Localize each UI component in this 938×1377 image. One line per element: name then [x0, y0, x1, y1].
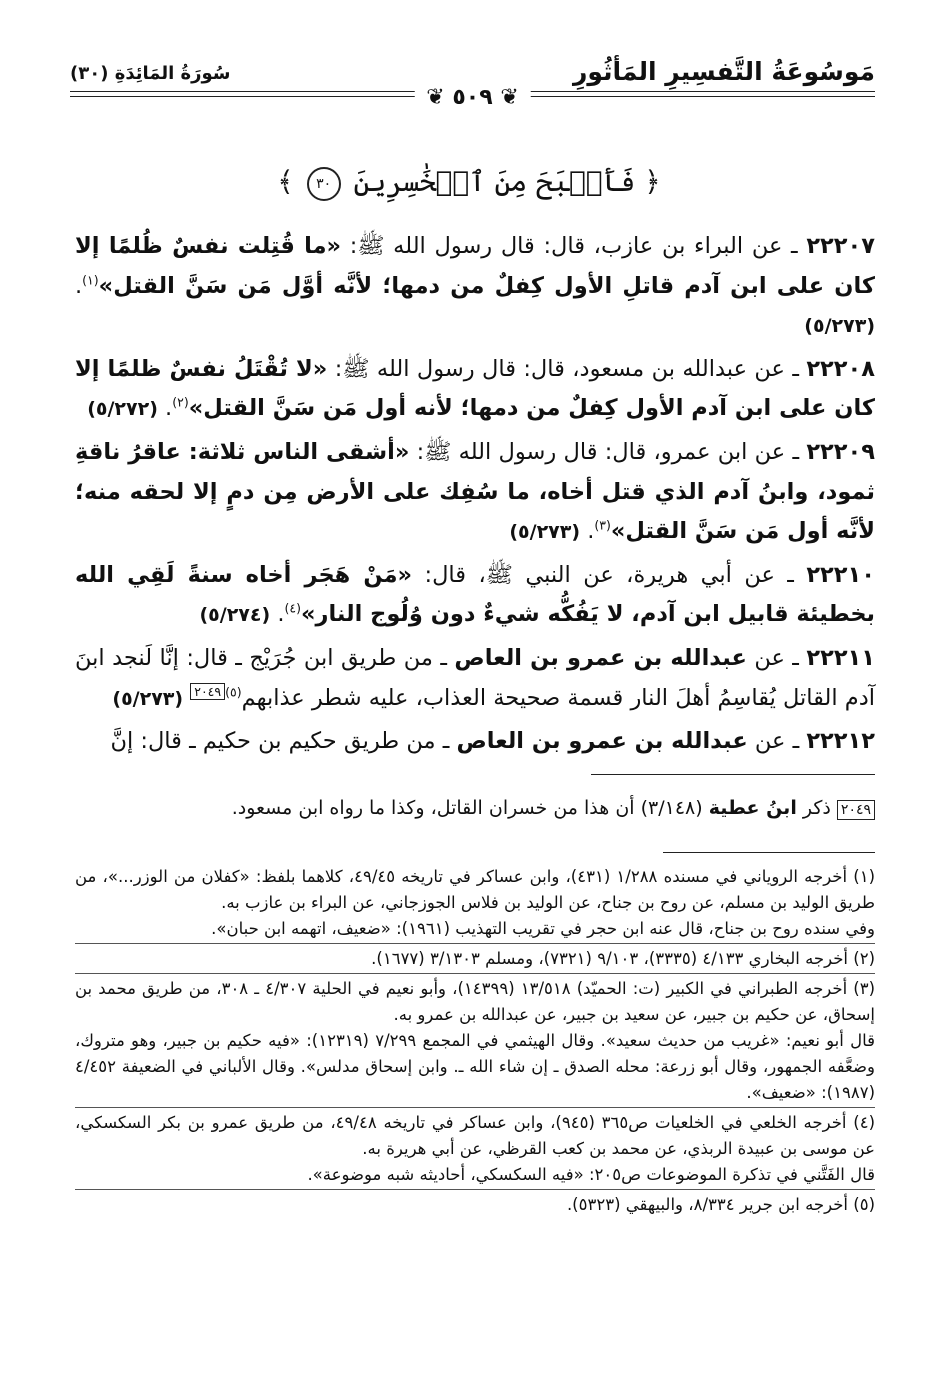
- footnote-marker[interactable]: (٥): [225, 684, 242, 700]
- narration-tail: .: [157, 395, 173, 422]
- ornament-icon: ❦: [492, 85, 519, 110]
- surah-label: سُورَةُ المَائِدَةِ (٣٠): [70, 63, 231, 84]
- footnote: قال أبو نعيم: «غريب من حديث سعيد». وقال الهيثمي في المجمع ٧/٢٩٩ (١٢٣١٩): «فيه حكيم بن جبير، وهو متروك، وضعَّفه الجمهور، وقال أبو زرعة: محله الصدق ـ إن شاء الله ـ. وابن إسحاق مدلس». وقال الألباني في الضعيفة ٤/٤٥٢ (١٩٨٧): «ضعيف».: [75, 1031, 875, 1102]
- narrator-name: عبدالله بن عمرو بن العاص: [456, 728, 748, 755]
- footnote-marker[interactable]: (٢): [172, 394, 189, 410]
- narration-pre: ـ عن: [746, 644, 807, 671]
- verse-number-medallion: ٣٠: [307, 167, 341, 201]
- footnote-divider: [75, 1107, 875, 1108]
- hadith-text: «لا تُقْتَلُ نفسٌ ظلمًا إلا كان على ابن آدم الأول كِفلٌ من دمها؛ لأنه أول مَن سَنَّ القتل»: [75, 355, 875, 422]
- verse-heading: [0, 165, 938, 201]
- hadith-text: «ما قُتِلت نفسٌ ظُلمًا إلا كان على ابن آدم قاتلِ الأول كِفلٌ من دمها؛ لأنَّه أوَّل مَن سَنَّ القتل»: [75, 233, 875, 299]
- editor-note-number: ٢٠٤٩: [837, 800, 875, 820]
- narration-entry: [75, 227, 875, 347]
- verse-text: فَأَصۡبَحَ مِنَ ٱلۡخَٰسِرِينَ: [353, 165, 636, 198]
- page-header: [70, 55, 875, 125]
- footnote: وفي سنده روح بن جناح، قال عنه ابن حجر في تقريب التهذيب (١٩٦١): «ضعيف، اتهمه ابن حبان».: [211, 919, 875, 938]
- narration-tail: [183, 685, 190, 711]
- narration-intro: ـ من طريق ابن جُرَيْج ـ قال: إنَّا لَنجد ابنَ آدم القاتل يُقاسِمُ أهلَ النار قسمة صحيحة العذاب، عليه شطر عذابهم: [75, 644, 875, 711]
- footnote-divider: [75, 943, 875, 944]
- narration-tail: .: [270, 601, 285, 628]
- editor-note: [75, 793, 875, 823]
- volume-reference: (٥/٢٧٢): [87, 398, 158, 421]
- footnote-marker[interactable]: (٤): [284, 600, 301, 616]
- footnote: (٢) أخرجه البخاري ٤/١٣٣ (٣٣٣٥)، ٩/١٠٣ (٧٣٢١)، ومسلم ٣/١٣٠٣ (١٦٧٧).: [371, 949, 875, 968]
- volume-reference: (٥/٢٧٣): [509, 521, 581, 544]
- footnote: (١) أخرجه الروياني في مسنده ١/٢٨٨ (٤٣١)، وابن عساكر في تاريخه ٤٩/٤٥، كلاهما بلفظ: «كفلان من الوزر...»، من طريق الوليد بن مسلم، عن روح بن جناح، عن الوليد بن فلاس الجوزجاني، عن البراء بن عازب به.: [75, 867, 875, 912]
- narration-entry: [75, 722, 875, 762]
- footnote-divider: [75, 1189, 875, 1190]
- footnote: (٥) أخرجه ابن جرير ٨/٣٣٤، والبيهقي (٥٣٢٣).: [566, 1195, 875, 1214]
- footnote-marker[interactable]: (٣): [594, 517, 611, 533]
- narration-intro: ـ عن ابن عمرو، قال: قال رسول الله ﷺ:: [409, 438, 807, 465]
- narration-number: ٢٢٢٠٨: [806, 355, 875, 382]
- narration-number: ٢٢٢٠٧: [806, 233, 875, 259]
- narration-number: ٢٢٢١٠: [806, 561, 875, 588]
- narration-entry: [75, 639, 875, 719]
- narration-entry: [75, 350, 875, 430]
- narrator-name: عبدالله بن عمرو بن العاص: [454, 644, 747, 671]
- hadith-text: «أشقى الناس ثلاثة: عاقرُ ناقةِ ثمود، وابنُ آدم الذي قتل أخاه، ما سُفِك على الأرض مِن دمٍ إلا لحقه منه؛ لأنَّه أول مَن سَنَّ القتل»: [75, 438, 875, 545]
- page-number-wrap: [414, 85, 531, 110]
- editor-note-marker[interactable]: ٢٠٤٩: [190, 683, 225, 700]
- footnote: (٤) أخرجه الخلعي في الخلعيات ص٣٦٥ (٩٤٥)، وابن عساكر في تاريخه ٤٩/٤٨، من طريق عمرو بن بكر السكسكي، عن موسى بن عبيدة الربذي، عن محمد بن كعب القرظي، عن أبي هريرة به.: [75, 1113, 875, 1158]
- narration-tail: .: [580, 518, 595, 545]
- narration-intro: ـ عن أبي هريرة، عن النبي ﷺ، قال:: [412, 561, 807, 588]
- footnotes: [75, 864, 875, 1218]
- volume-reference: (٥/٢٧٣): [112, 687, 184, 710]
- series-title: مَوسُوعَةُ التَّفسِيرِ المَأثُورِ: [573, 57, 875, 86]
- footnote-divider: [75, 973, 875, 974]
- verse-open-bracket: ﴿: [644, 165, 661, 198]
- page-number: ٥٠٩: [452, 85, 493, 110]
- narration-intro: ـ عن عبدالله بن مسعود، قال: قال رسول الله ﷺ:: [327, 355, 807, 382]
- hadith-text: «مَنْ هَجَر أخاه سنةً لَقِي الله بخطيئة قابيل ابن آدم، لا يَفُكُّه شيءٌ دون وُلُوج النار»: [75, 561, 875, 628]
- volume-reference: (٥/٢٧٣): [804, 315, 875, 338]
- verse-close-bracket: ﴾: [277, 165, 294, 198]
- narration-intro: ـ من طريق حكيم بن حكيم ـ قال: إنَّ: [110, 728, 457, 755]
- editor-note-name: ابنُ عطية: [708, 797, 797, 819]
- narration-entry: [75, 433, 875, 553]
- narrations: [75, 227, 875, 765]
- ornament-icon: ❦: [426, 85, 445, 110]
- narration-entry: [75, 556, 875, 636]
- footnotes-separator: [663, 852, 875, 853]
- volume-reference: (٥/٢٧٤): [199, 604, 271, 627]
- footnote: (٣) أخرجه الطبراني في الكبير (ت: الحميّد) ١٣/٥١٨ (١٤٣٩٩)، وأبو نعيم في الحلية ٤/٣٠٧ ـ ٣٠٨، من طريق محمد بن إسحاق، عن حكيم بن جبير، عن سعيد بن جبير، عن عبدالله بن عمرو به.: [75, 979, 876, 1024]
- editor-note-separator: [591, 774, 875, 775]
- narration-number: ٢٢٢٠٩: [806, 438, 875, 465]
- narration-tail: .: [75, 272, 83, 299]
- narration-intro: ـ عن البراء بن عازب، قال: قال رسول الله ﷺ:: [341, 233, 807, 259]
- editor-note-text: (٣/١٤٨) أن هذا من خسران القاتل، وكذا ما رواه ابن مسعود.: [231, 797, 709, 819]
- editor-note-pre: ذكر: [796, 797, 837, 819]
- footnote: قال الفَتَّني في تذكرة الموضوعات ص٢٠٥: «فيه السكسكي، أحاديثه شبه موضوعة».: [307, 1165, 875, 1184]
- narration-number: ٢٢٢١٢: [806, 728, 875, 755]
- narration-number: ٢٢٢١١: [806, 644, 876, 671]
- footnote-marker[interactable]: (١): [82, 272, 99, 288]
- narration-pre: ـ عن: [747, 728, 807, 755]
